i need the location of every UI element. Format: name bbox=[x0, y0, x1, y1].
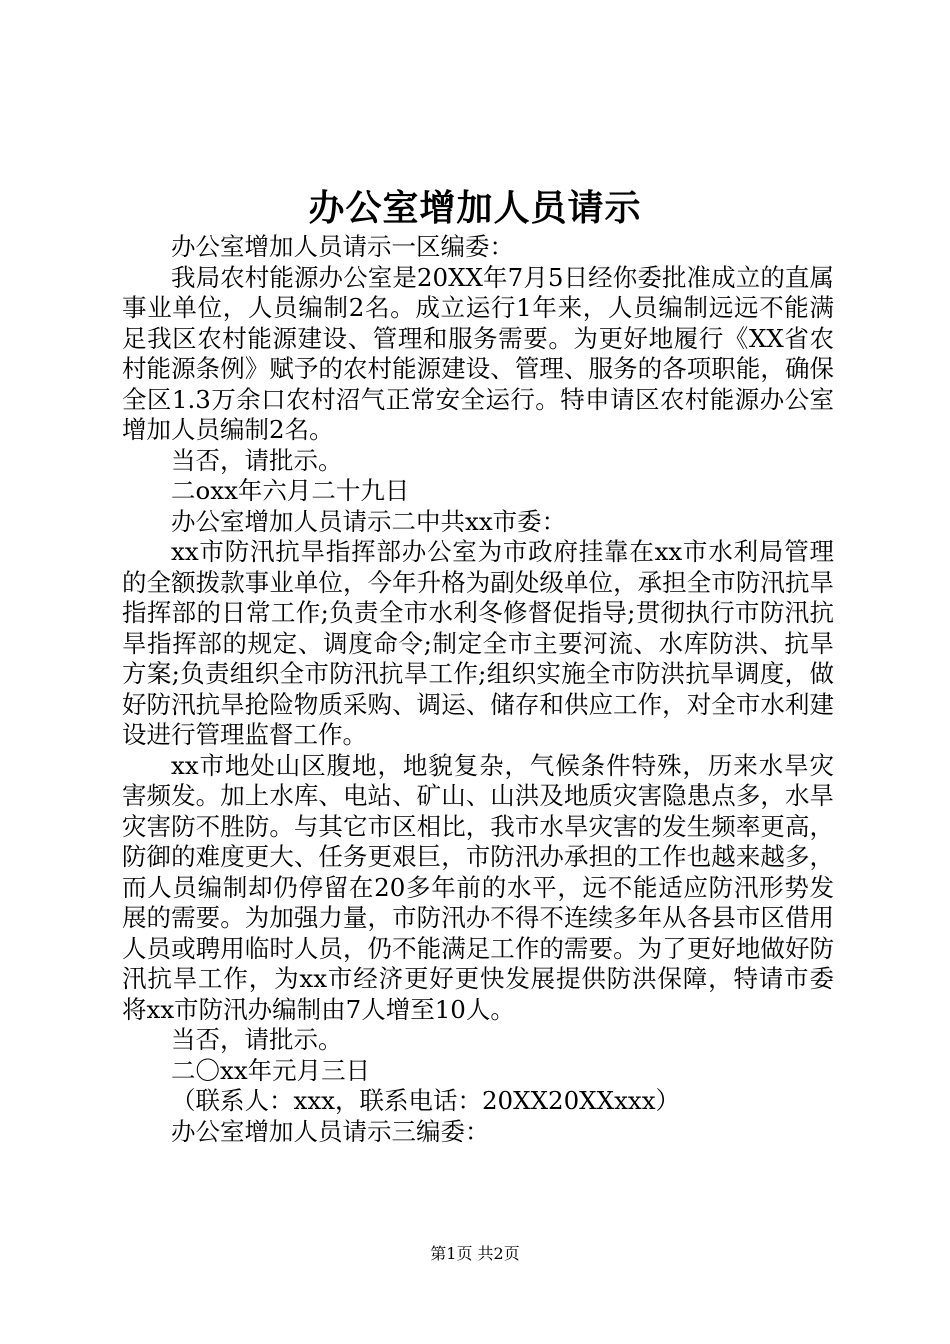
paragraph-salutation-2: 办公室增加人员请示二中共xx市委： bbox=[171, 506, 567, 536]
paragraph-approval-1: 当否，请批示。 bbox=[171, 445, 343, 475]
document-body bbox=[122, 232, 834, 1147]
document-title: 办公室增加人员请示 bbox=[308, 187, 642, 229]
paragraph-salutation-1: 办公室增加人员请示一区编委： bbox=[171, 232, 514, 261]
paragraph-salutation-3: 办公室增加人员请示三编委： bbox=[171, 1116, 490, 1146]
paragraph-request-2a: xx市防汛抗旱指挥部办公室为市政府挂靠在xx市水利局管理的全额拨款事业单位，今年升格为副处级单位，承担全市防汛抗旱指挥部的日常工作;负责全市水利冬修督促指导;贯彻执行市防汛抗旱指挥部的规定、调度命令;制定全市主要河流、水库防洪、抗旱方案;负责组织全市防汛抗旱工作;组织实施全市防洪抗旱调度，做好防汛抗旱抢险物质采购、调运、储存和供应工作，对全市水利建设进行管理监督工作。 bbox=[122, 537, 834, 749]
paragraph-request-1: 我局农村能源办公室是20XX年7月5日经你委批准成立的直属事业单位，人员编制2名。成立运行1年来，人员编制远远不能满足我区农村能源建设、管理和服务需要。为更好地履行《XX省农村能源条例》赋予的农村能源建设、管理、服务的各项职能，确保全区1.3万余口农村沼气正常安全运行。特申请区农村能源办公室增加人员编制2名。 bbox=[122, 262, 834, 444]
paragraph-date-2: 二〇xx年元月三日 bbox=[171, 1055, 371, 1085]
paragraph-request-2b: xx市地处山区腹地，地貌复杂，气候条件特殊，历来水旱灾害频发。加上水库、电站、矿山、山洪及地质灾害隐患点多，水旱灾害防不胜防。与其它市区相比，我市水旱灾害的发生频率更高，防御的难度更大、任务更艰巨，市防汛办承担的工作也越来越多，而人员编制却仍停留在20多年前的水平，远不能适应防汛形势发展的需要。为加强力量，市防汛办不得不连续多年从各县市区借用人员或聘用临时人员，仍不能满足工作的需要。为了更好地做好防汛抗旱工作，为xx市经济更好更快发展提供防洪保障，特请市委将xx市防汛办编制由7人增至10人。 bbox=[122, 750, 834, 1024]
paragraph-date-1: 二oxx年六月二十九日 bbox=[171, 476, 410, 505]
paragraph-approval-2: 当否，请批示。 bbox=[171, 1025, 343, 1054]
paragraph-contact: （联系人：xxx，联系电话：20XX20XXxxx） bbox=[171, 1086, 681, 1115]
page-number-footer: 第1页 共2页 bbox=[430, 1244, 520, 1263]
